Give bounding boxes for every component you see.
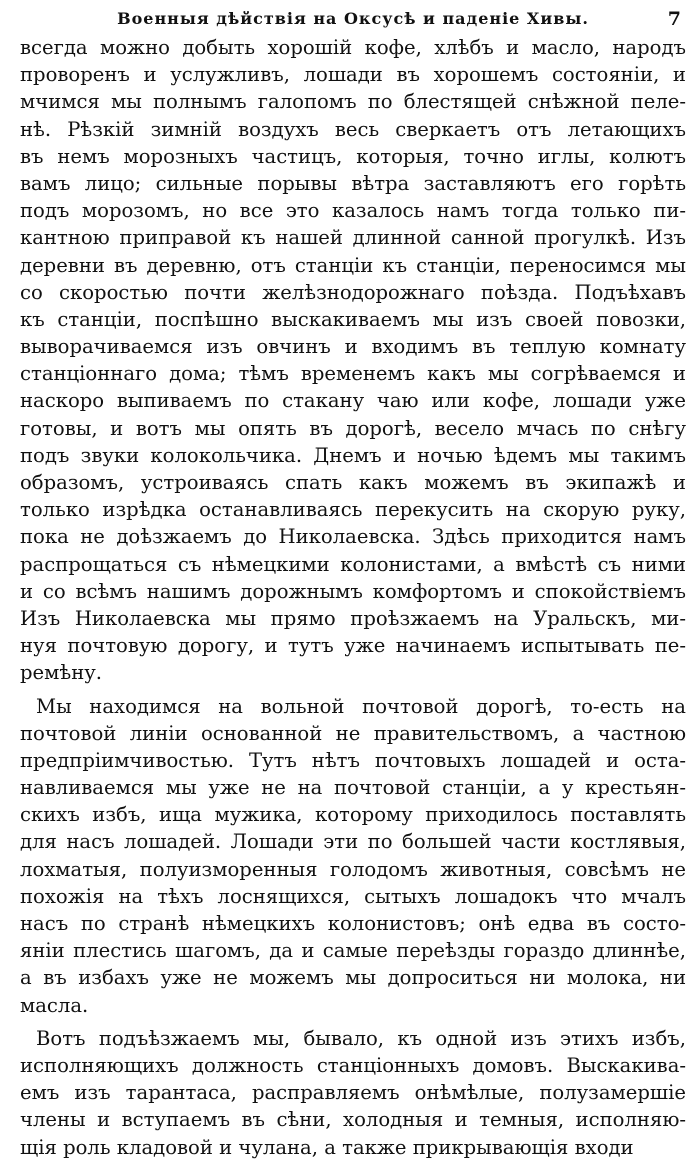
text-line: со скоростью почти желѣзнодорожнаго поѣзда. Подъѣхавъ [20, 280, 686, 304]
text-line: образомъ, устроиваясь спать какъ можемъ въ экипажѣ и [20, 471, 686, 494]
text-line: подъ морозомъ, но все это казалось намъ тогда только пи- [20, 199, 686, 223]
text-line: вамъ лицо; сильные порывы вѣтра заставляютъ его горѣть [20, 171, 686, 195]
text-line: яніи плестись шагомъ, да и самые переѣзды гораздо длиннѣе, [20, 939, 686, 963]
paragraph [20, 693, 686, 1019]
paragraph [20, 1025, 686, 1161]
text-line: для насъ лошадей. Лошади эти по большей части костлявыя, [20, 830, 686, 854]
running-header [20, 4, 686, 34]
text-line: навливаемся мы уже не на почтовой станціи, а у крестьян- [20, 776, 686, 800]
text-line: въ немъ морозныхъ частицъ, которыя, точно иглы, колютъ [20, 144, 686, 168]
text-line: пока не доѣзжаемъ до Николаевска. Здѣсь приходится намъ [20, 525, 686, 549]
text-line: мчимся мы полнымъ галопомъ по блестящей снѣжной пеле- [20, 90, 686, 114]
text-line: только изрѣдка останавливаясь перекусить на скорую руку, [20, 498, 686, 522]
text-line: емъ изъ тарантаса, расправляемъ онѣмѣлые, полузамершіе [20, 1081, 686, 1105]
running-title: Военныя дѣйствія на Оксусѣ и паденіе Хивы. [117, 9, 589, 28]
text-line: члены и вступаемъ въ сѣни, холодныя и темныя, исполняю- [20, 1108, 686, 1132]
text-line: подъ звуки колокольчика. Днемъ и ночью ѣдемъ мы такимъ [20, 443, 686, 467]
paragraph [20, 34, 686, 687]
text-line: масла. [20, 993, 89, 1017]
text-line: нуя почтовую дорогу, и тутъ уже начинаемъ испытывать пе- [20, 634, 686, 658]
text-line: всегда можно добыть хорошій кофе, хлѣбъ и масло, народъ [20, 36, 686, 59]
text-line: предпріимчивостью. Тутъ нѣтъ почтовыхъ лошадей и оста- [20, 748, 686, 772]
text-line: готовы, и вотъ мы опять въ дорогѣ, весело мчась по снѣгу [20, 416, 686, 440]
text-line: скихъ избъ, ища мужика, которому приходилось поставлять [20, 803, 686, 827]
text-line: станціоннаго дома; тѣмъ временемъ какъ мы согрѣваемся и [20, 362, 686, 386]
text-line: и со всѣмъ нашимъ дорожнымъ комфортомъ и спокойствіемъ [20, 579, 686, 603]
text-line: насъ по странѣ нѣмецкихъ колонистовъ; онѣ едва въ состо- [20, 912, 686, 935]
text-line: выворачиваемся изъ овчинъ и входимъ въ теплую комнату [20, 335, 686, 359]
text-line: Вотъ подъѣзжаемъ мы, бывало, къ одной изъ этихъ избъ, [36, 1026, 686, 1050]
text-line: исполняющихъ должность станціонныхъ домовъ. Выскакива- [20, 1053, 686, 1077]
text-line: ремѣну. [20, 661, 103, 685]
text-line: проворенъ и услужливъ, лошади въ хорошемъ состояніи, и [20, 63, 686, 87]
text-line: кантною приправой къ нашей длинной санной прогулкѣ. Изъ [20, 226, 686, 250]
text-line: къ станціи, поспѣшно выскакиваемъ мы изъ своей повозки, [20, 307, 686, 331]
text-line: а въ избахъ уже не можемъ мы допроситься ни молока, ни [20, 966, 686, 990]
text-line: нѣ. Рѣзкій зимній воздухъ весь сверкаетъ отъ летающихъ [20, 117, 686, 141]
text-line: лохматыя, полуизморенныя голодомъ животныя, совсѣмъ не [20, 857, 686, 881]
text-line: распрощаться съ нѣмецкими колонистами, а вмѣстѣ съ ними [20, 552, 686, 576]
body-text [20, 34, 686, 1161]
page-number: 7 [667, 8, 682, 30]
text-line: Изъ Николаевска мы прямо проѣзжаемъ на Уральскъ, ми- [20, 606, 686, 630]
text-line: похожія на тѣхъ лоснящихся, сытыхъ лошадокъ что мчалъ [20, 884, 686, 908]
text-line: щія роль кладовой и чулана, а также прикрывающія входи [20, 1135, 634, 1159]
text-line: почтовой линіи основанной не правительствомъ, а частною [20, 721, 686, 745]
text-line: наскоро выпиваемъ по стакану чаю или кофе, лошади уже [20, 389, 686, 413]
text-line: Мы находимся на вольной почтовой дорогѣ, то-есть на [36, 694, 686, 718]
text-line: деревни въ деревню, отъ станціи къ станціи, переносимся мы [20, 253, 686, 277]
